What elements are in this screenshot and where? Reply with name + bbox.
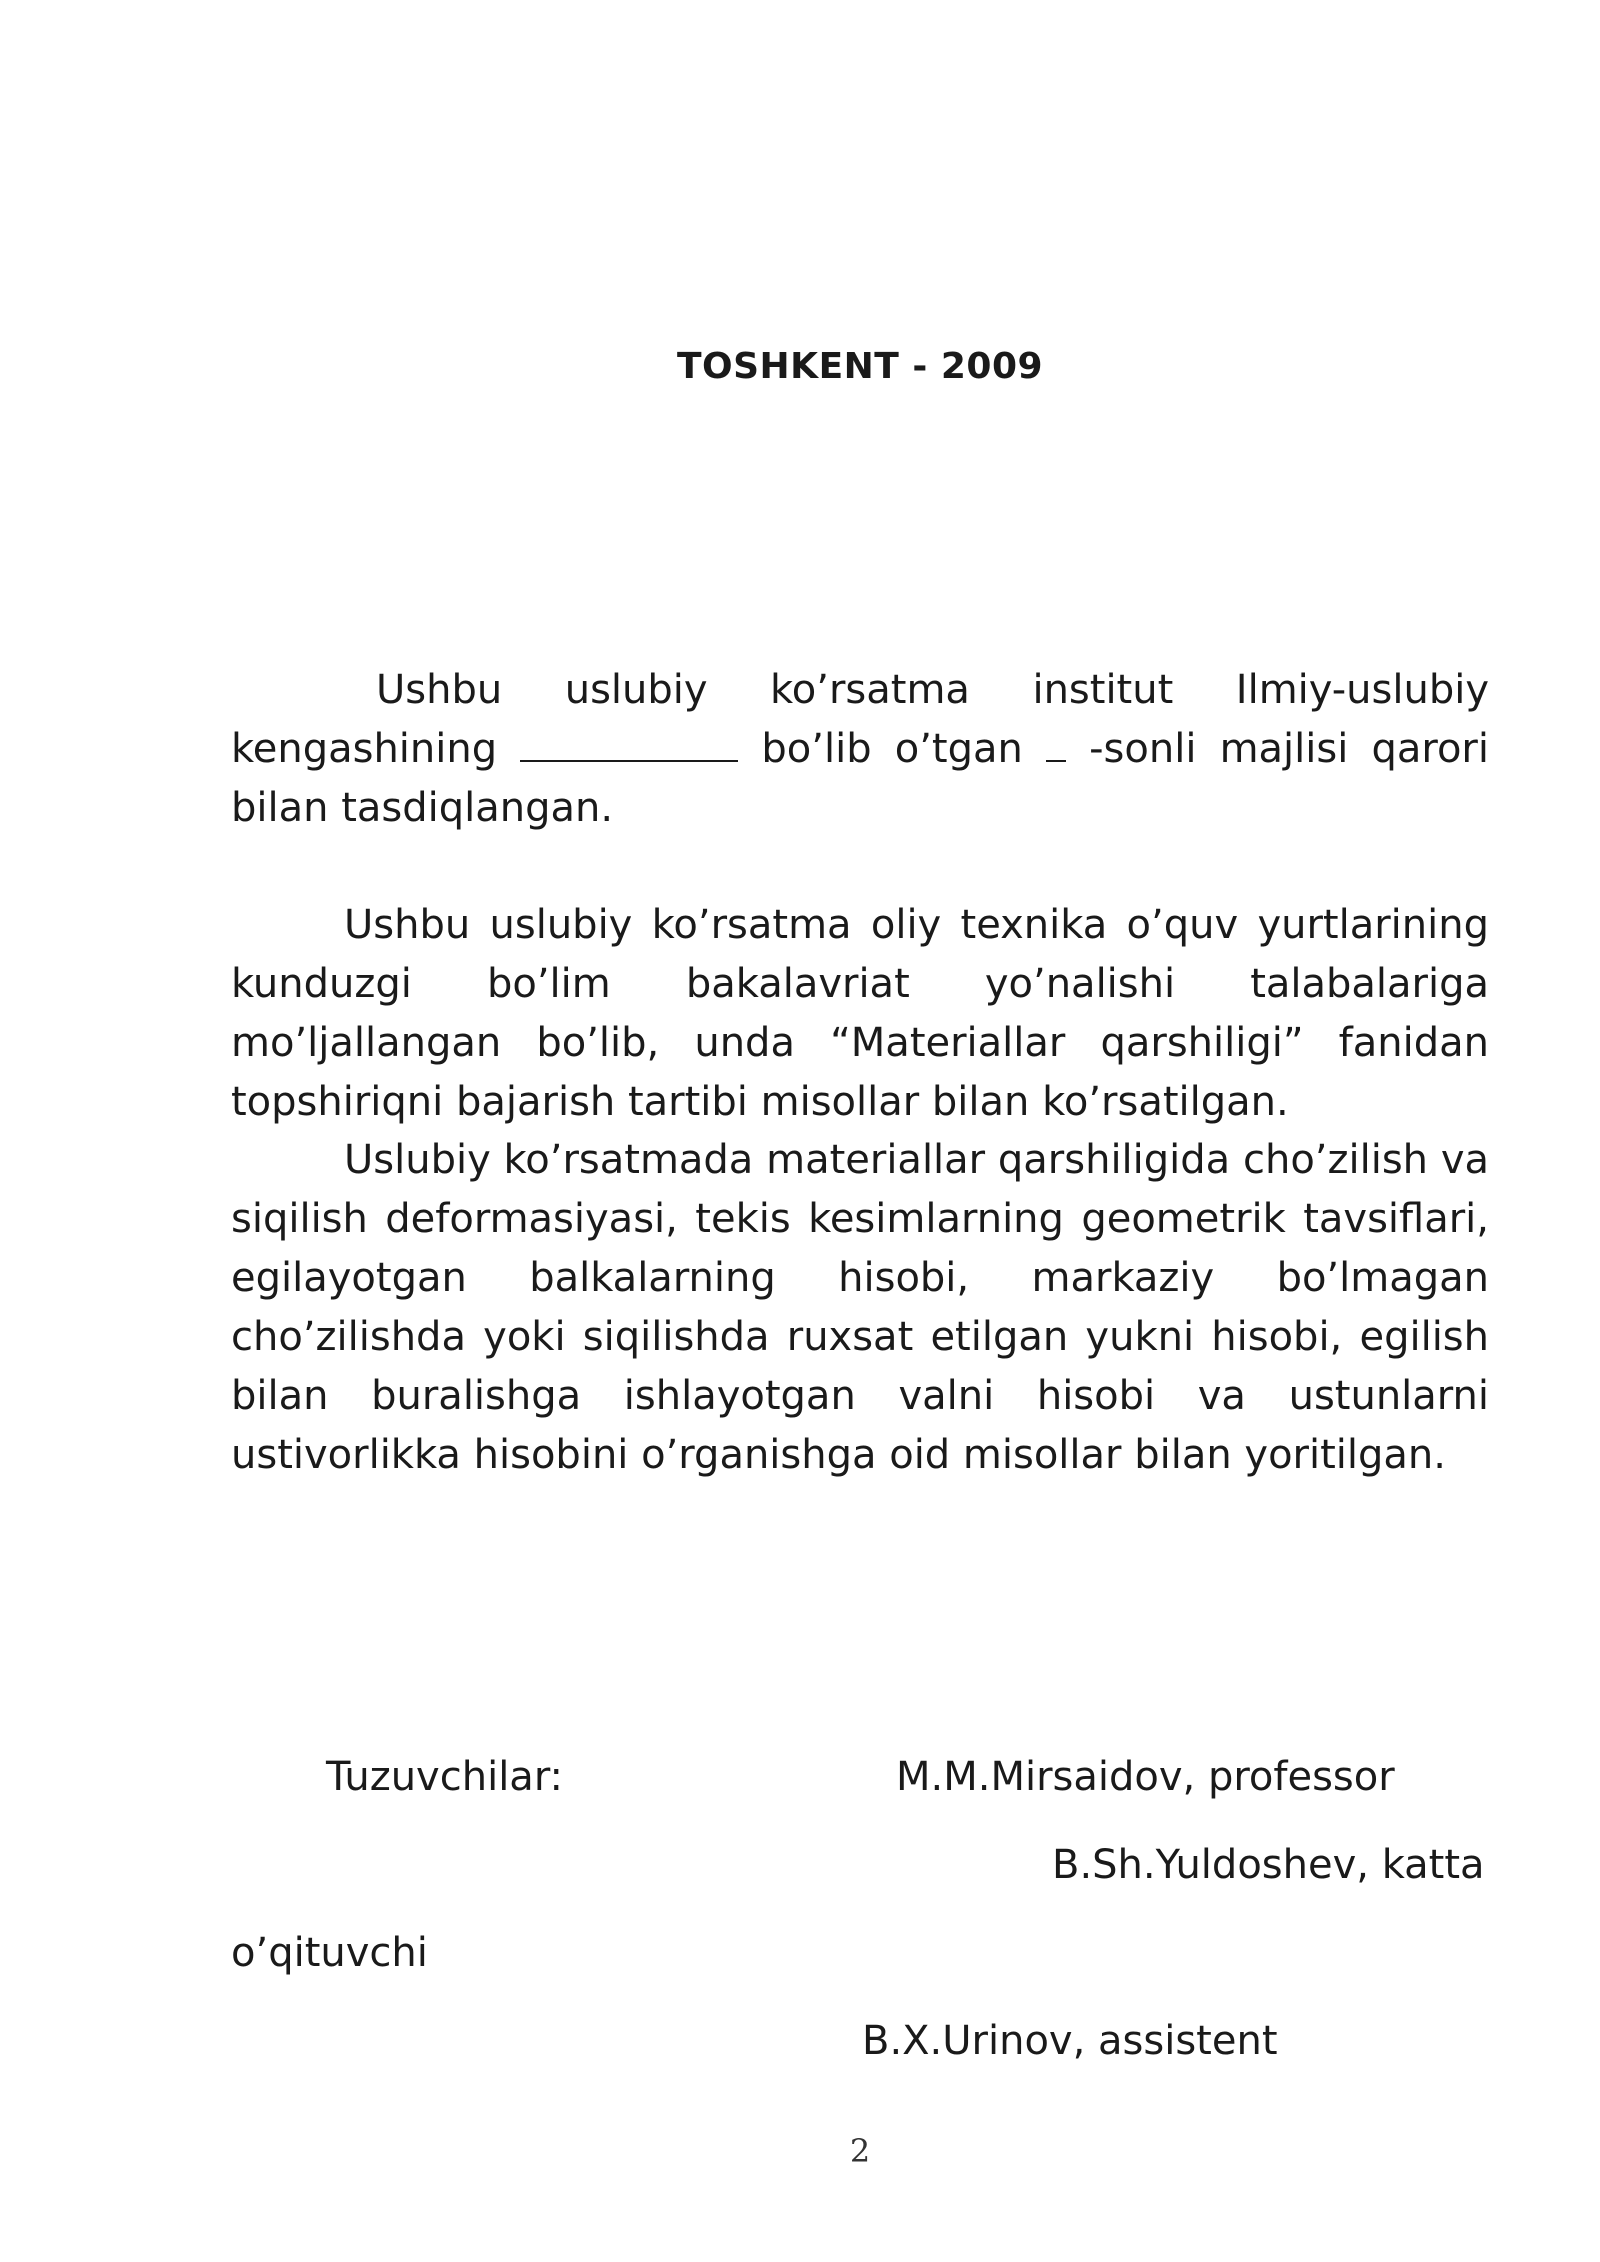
approval-text-start: Ushbu uslubiy ko’rsatma institut Ilmiy-uslubiy kengashining xyxy=(231,667,1489,772)
approval-paragraph xyxy=(231,661,1489,838)
author-yuldoshev-title-continuation: o’qituvchi xyxy=(231,1930,428,1976)
author-urinov: B.X.Urinov, assistent xyxy=(862,2018,1278,2064)
compilers-label: Tuzuvchilar: xyxy=(326,1754,564,1800)
page-number: 2 xyxy=(849,2132,871,2170)
author-yuldoshev: B.Sh.Yuldoshev, katta xyxy=(1052,1842,1485,1888)
number-blank xyxy=(1046,759,1066,762)
approval-text-end: -sonli majlisi qarori bilan tasdiqlangan. xyxy=(231,726,1489,831)
contents-paragraph: Uslubiy ko’rsatmada materiallar qarshiligida cho’zilish va siqilish deformasiyasi, tekis kesimlarning geometrik tavsiflari, egilayotgan balkalarning hisobi, markaziy bo’lmagan cho’zilishda yoki siqilishda ruxsat etilgan yukni hisobi, egilish bilan buralishga ishlayotgan valni hisobi va ustunlarni ustivorlikka hisobini o’rganishga oid misollar bilan yoritilgan. xyxy=(231,1137,1489,1478)
date-blank xyxy=(520,759,738,762)
city-year-heading: TOSHKENT - 2009 xyxy=(676,346,1044,387)
approval-text-middle: bo’lib o’tgan xyxy=(738,726,1046,772)
purpose-paragraph: Ushbu uslubiy ko’rsatma oliy texnika o’quv yurtlarining kunduzgi bo’lim bakalavriat yo’nalishi talabalariga mo’ljallangan bo’lib, unda “Materiallar qarshiligi” fanidan topshiriqni bajarish tartibi misollar bilan ko’rsatilgan. xyxy=(231,902,1489,1125)
author-mirsaidov: M.M.Mirsaidov, professor xyxy=(896,1754,1395,1800)
